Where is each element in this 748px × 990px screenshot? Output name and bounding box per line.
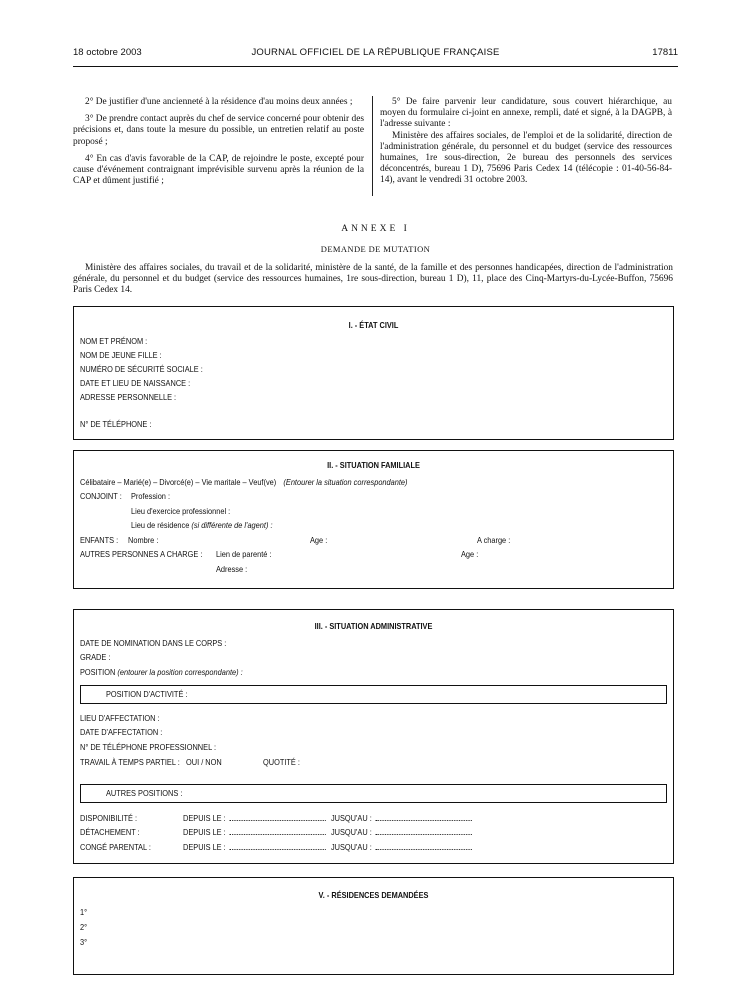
autres-age-field[interactable]: Age : <box>461 549 479 559</box>
autres-personnes-label: AUTRES PERSONNES A CHARGE : <box>80 549 203 559</box>
options-text: Célibataire – Marié(e) – Divorcé(e) – Vie maritale – Veuf(ve) <box>80 477 277 487</box>
position-label: POSITION <box>80 667 116 677</box>
adresse-field[interactable]: ADRESSE PERSONNELLE : <box>80 392 177 402</box>
enfants-nombre-field[interactable]: Nombre : <box>128 535 159 545</box>
residence-2-field[interactable]: 2° <box>80 922 88 932</box>
position-activite-field[interactable]: POSITION D'ACTIVITÉ : <box>106 689 188 699</box>
dotted-line[interactable] <box>375 842 471 850</box>
residences-section <box>73 877 674 975</box>
nom-jeune-fille-field[interactable]: NOM DE JEUNE FILLE : <box>80 350 162 360</box>
jusquau-label: JUSQU'AU : <box>330 827 372 837</box>
etat-civil-section <box>73 306 674 440</box>
section-title: III. - SITUATION ADMINISTRATIVE <box>314 621 433 631</box>
page-header <box>73 47 678 63</box>
residence-1-field[interactable]: 1° <box>80 907 88 917</box>
journal-title: JOURNAL OFFICIEL DE LA RÉPUBLIQUE FRANÇAISE <box>251 47 500 58</box>
enfants-a-charge-field[interactable]: A charge : <box>477 535 511 545</box>
date-nomination-field[interactable]: DATE DE NOMINATION DANS LE CORPS : <box>80 638 227 648</box>
options-note: (Entourer la situation correspondante) <box>283 477 408 487</box>
conge-parental-label: CONGÉ PARENTAL : <box>80 842 151 852</box>
position-field[interactable] <box>80 667 243 677</box>
autres-positions-label: AUTRES POSITIONS : <box>106 788 183 798</box>
lieu-exercice-field[interactable]: Lieu d'exercice professionnel : <box>131 506 231 516</box>
conjoint-label: CONJOINT : <box>80 491 122 501</box>
header-date: 18 octobre 2003 <box>73 47 142 58</box>
lieu-residence-field[interactable] <box>131 520 273 530</box>
paragraph: 2° De justifier d'une ancienneté à la résidence d'au moins deux années ; <box>85 97 353 107</box>
dotted-line[interactable] <box>229 827 325 835</box>
column-divider <box>372 96 373 196</box>
telephone-field[interactable]: N° DE TÉLÉPHONE : <box>80 419 152 429</box>
profession-field[interactable]: Profession : <box>131 491 171 501</box>
nom-prenom-field[interactable]: NOM ET PRÉNOM : <box>80 336 148 346</box>
jusquau-label: JUSQU'AU : <box>330 813 372 823</box>
situation-familiale-section <box>73 450 674 589</box>
paragraph: 4° En cas d'avis favorable de la CAP, de rejoindre le poste, excepté pour cause d'événement contraignant imprévisible survenu après la réunion de la CAP et dûment justifié ; <box>73 153 364 187</box>
dotted-line[interactable] <box>229 842 325 850</box>
depuis-label: DEPUIS LE : <box>183 827 226 837</box>
right-column <box>380 97 672 187</box>
header-rule <box>73 66 678 67</box>
address-paragraph: Ministère des affaires sociales, de l'emploi et de la solidarité, direction de l'administration générale, du personnel et du budget (service des ressources humaines, 1re sous-direction, 2e bureau des personnels des services déconcentrés, bureau 1 D), 75696 Paris Cedex 14 (télécopie : 01-40-56-84-14), avant le vendredi 31 octobre 2003. <box>380 130 672 186</box>
quotite-field[interactable]: QUOTITÉ : <box>263 757 300 767</box>
lieu-residence-label: Lieu de résidence <box>131 520 190 530</box>
jusquau-label: JUSQU'AU : <box>330 842 372 852</box>
position-note: (entourer la position correspondante) : <box>117 667 243 677</box>
lieu-affectation-field[interactable]: LIEU D'AFFECTATION : <box>80 713 160 723</box>
date-affectation-field[interactable]: DATE D'AFFECTATION : <box>80 727 163 737</box>
situation-options[interactable] <box>80 477 407 487</box>
naissance-field[interactable]: DATE ET LIEU DE NAISSANCE : <box>80 378 191 388</box>
enfants-age-field[interactable]: Age : <box>310 535 328 545</box>
left-column <box>73 97 364 193</box>
section-title: II. - SITUATION FAMILIALE <box>327 460 420 470</box>
autres-positions-box <box>80 784 667 803</box>
situation-administrative-section <box>73 609 674 864</box>
section-title: I. - ÉTAT CIVIL <box>348 320 399 330</box>
oui-non-choice[interactable]: OUI / NON <box>186 757 222 767</box>
lien-parente-field[interactable]: Lien de parenté : <box>216 549 272 559</box>
page-number: 17811 <box>652 47 678 58</box>
section-title: V. - RÉSIDENCES DEMANDÉES <box>318 890 429 900</box>
annex-subtitle: DEMANDE DE MUTATION <box>320 244 431 254</box>
disponibilite-label: DISPONIBILITÉ : <box>80 813 138 823</box>
detachement-label: DÉTACHEMENT : <box>80 827 140 837</box>
lieu-residence-note: (si différente de l'agent) : <box>191 520 273 530</box>
dotted-line[interactable] <box>375 813 471 821</box>
dotted-line[interactable] <box>375 827 471 835</box>
autres-adresse-field[interactable]: Adresse : <box>216 564 248 574</box>
paragraph: 3° De prendre contact auprès du chef de service concerné pour obtenir des précisions et, dans toute la mesure du possible, un entretien relatif au poste proposé ; <box>73 114 364 147</box>
depuis-label: DEPUIS LE : <box>183 842 226 852</box>
depuis-label: DEPUIS LE : <box>183 813 226 823</box>
temps-partiel-label: TRAVAIL À TEMPS PARTIEL : <box>80 757 180 767</box>
annex-intro: Ministère des affaires sociales, du travail et de la solidarité, ministère de la santé, de la famille et des personnes handicapées, direction de l'administration générale, du personnel et du budget (service des ressources humaines, 1re sous-direction, bureau 1 D), 11, place des Cinq-Martyrs-du-Lycée-Buffon, 75696 Paris Cedex 14. <box>73 263 673 295</box>
tel-pro-field[interactable]: N° DE TÉLÉPHONE PROFESSIONNEL : <box>80 742 217 752</box>
grade-field[interactable]: GRADE : <box>80 652 111 662</box>
annex-title: ANNEXE I <box>341 224 410 234</box>
dotted-line[interactable] <box>229 813 325 821</box>
paragraph: 5° De faire parvenir leur candidature, sous couvert hiérarchique, au moyen du formulaire ci-joint en annexe, rempli, daté et signé, à la DAGPB, à l'adresse suivante : <box>380 97 672 130</box>
conge-parental-depuis[interactable] <box>183 842 475 852</box>
disponibilite-depuis[interactable] <box>183 813 475 823</box>
position-activite-box <box>80 685 667 704</box>
detachement-depuis[interactable] <box>183 827 475 837</box>
secu-field[interactable]: NUMÉRO DE SÉCURITÉ SOCIALE : <box>80 364 203 374</box>
residence-3-field[interactable]: 3° <box>80 937 88 947</box>
enfants-label: ENFANTS : <box>80 535 119 545</box>
